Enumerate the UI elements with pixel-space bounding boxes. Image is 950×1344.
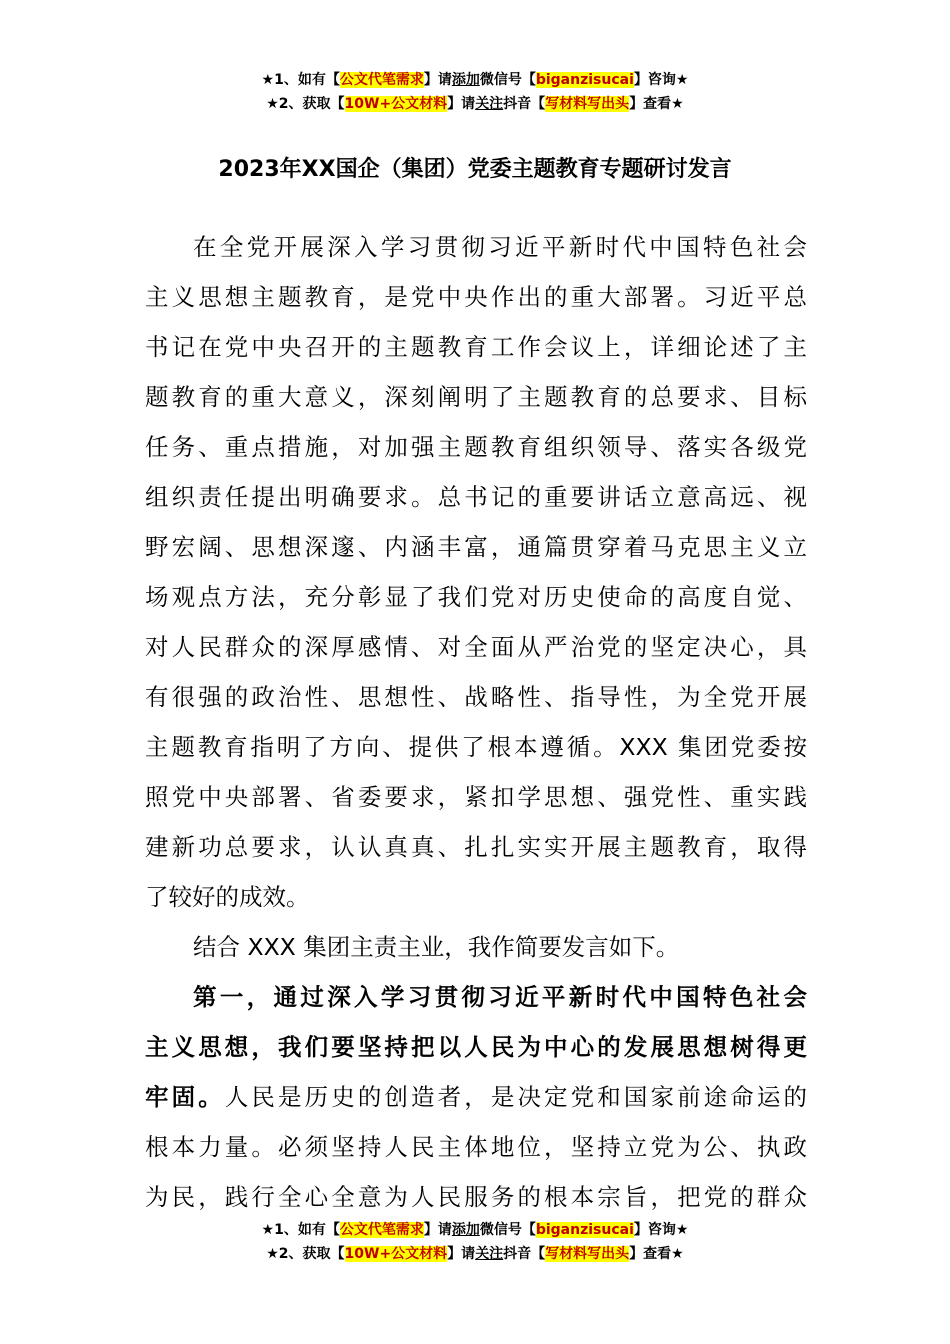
paragraph-line: 了较好的成效。 bbox=[145, 883, 310, 911]
paragraph-line: 题教育的重大意义，深刻阐明了主题教育的总要求、目标 bbox=[145, 383, 807, 411]
promo-text: ★2、获取【 bbox=[266, 96, 345, 112]
promo-text: ★1、如有【 bbox=[261, 72, 340, 88]
promo-text: 微信号【 bbox=[479, 1222, 536, 1238]
promo-highlight: 10W+公文材料 bbox=[344, 96, 448, 112]
promo-line-2 bbox=[0, 1242, 950, 1266]
paragraph-line: 主题教育指明了方向、提供了根本遵循。XXX 集团党委按 bbox=[145, 733, 807, 761]
promo-text: 】请 bbox=[447, 1246, 476, 1262]
promo-text: ★2、获取【 bbox=[266, 1246, 345, 1262]
paragraph-line bbox=[145, 1072, 807, 1122]
promo-underlined-text: 添加 bbox=[451, 1222, 480, 1238]
paragraph-line: 结合 XXX 集团主责主业，我作简要发言如下。 bbox=[193, 933, 680, 961]
promo-highlight-douyin-id: 写材料写出头 bbox=[545, 1246, 630, 1262]
promo-line-2 bbox=[0, 92, 950, 116]
paragraph-line: 书记在党中央召开的主题教育工作会议上，详细论述了主 bbox=[145, 333, 807, 361]
promo-text: 微信号【 bbox=[479, 72, 536, 88]
promo-highlight-douyin-id: 写材料写出头 bbox=[545, 96, 630, 112]
paragraph-line: 组织责任提出明确要求。总书记的重要讲话立意高远、视 bbox=[145, 483, 807, 511]
paragraph-line: 为民，践行全心全意为人民服务的根本宗旨，把党的群众 bbox=[145, 1183, 807, 1211]
promo-text: 抖音【 bbox=[503, 1246, 546, 1262]
paragraph-line: 场观点方法，充分彰显了我们党对历史使命的高度自觉、 bbox=[145, 583, 807, 611]
promo-text: 】请 bbox=[423, 1222, 452, 1238]
section-heading-line: 主义思想，我们要坚持把以人民为中心的发展思想树得更 bbox=[145, 1033, 807, 1061]
section-heading-end: 牢固。 bbox=[145, 1083, 225, 1111]
promo-highlight-wechat-id: biganzisucai bbox=[535, 72, 634, 88]
paragraph-line: 有很强的政治性、思想性、战略性、指导性，为全党开展 bbox=[145, 683, 807, 711]
paragraph-line: 任务、重点措施，对加强主题教育组织领导、落实各级党 bbox=[145, 433, 807, 461]
paragraph-line: 在全党开展深入学习贯彻习近平新时代中国特色社会 bbox=[193, 233, 807, 261]
footer-promo-banner bbox=[0, 1218, 950, 1266]
promo-text: 】请 bbox=[447, 96, 476, 112]
promo-line-1 bbox=[0, 1218, 950, 1242]
document-body bbox=[145, 222, 807, 1222]
promo-highlight-wechat-id: biganzisucai bbox=[535, 1222, 634, 1238]
promo-text: ★1、如有【 bbox=[261, 1222, 340, 1238]
paragraph-line: 主义思想主题教育，是党中央作出的重大部署。习近平总 bbox=[145, 283, 807, 311]
promo-line-1 bbox=[0, 68, 950, 92]
promo-highlight: 公文代笔需求 bbox=[339, 72, 424, 88]
promo-underlined-text: 添加 bbox=[451, 72, 480, 88]
promo-text: 】咨询★ bbox=[633, 72, 689, 88]
promo-text: 抖音【 bbox=[503, 96, 546, 112]
promo-text: 】请 bbox=[423, 72, 452, 88]
promo-text: 】查看★ bbox=[629, 1246, 684, 1262]
header-promo-banner bbox=[0, 68, 950, 116]
paragraph-line: 建新功总要求，认认真真、扎扎实实开展主题教育，取得 bbox=[145, 833, 807, 861]
paragraph-line: 根本力量。必须坚持人民主体地位，坚持立党为公、执政 bbox=[145, 1133, 807, 1161]
promo-highlight: 公文代笔需求 bbox=[339, 1222, 424, 1238]
promo-highlight: 10W+公文材料 bbox=[344, 1246, 448, 1262]
paragraph-line: 野宏阔、思想深邃、内涵丰富，通篇贯穿着马克思主义立 bbox=[145, 533, 807, 561]
promo-underlined-text: 关注 bbox=[475, 96, 504, 112]
paragraph-line: 照党中央部署、省委要求，紧扣学思想、强党性、重实践 bbox=[145, 783, 807, 811]
section-heading-line: 第一，通过深入学习贯彻习近平新时代中国特色社会 bbox=[193, 983, 807, 1011]
promo-underlined-text: 关注 bbox=[475, 1246, 504, 1262]
paragraph-line: 对人民群众的深厚感情、对全面从严治党的坚定决心，具 bbox=[145, 633, 807, 661]
paragraph-text: 人民是历史的创造者，是决定党和国家前途命运的 bbox=[224, 1083, 807, 1111]
promo-text: 】咨询★ bbox=[633, 1222, 689, 1238]
document-title: 2023年XX国企（集团）党委主题教育专题研讨发言 bbox=[218, 157, 732, 182]
promo-text: 】查看★ bbox=[629, 96, 684, 112]
